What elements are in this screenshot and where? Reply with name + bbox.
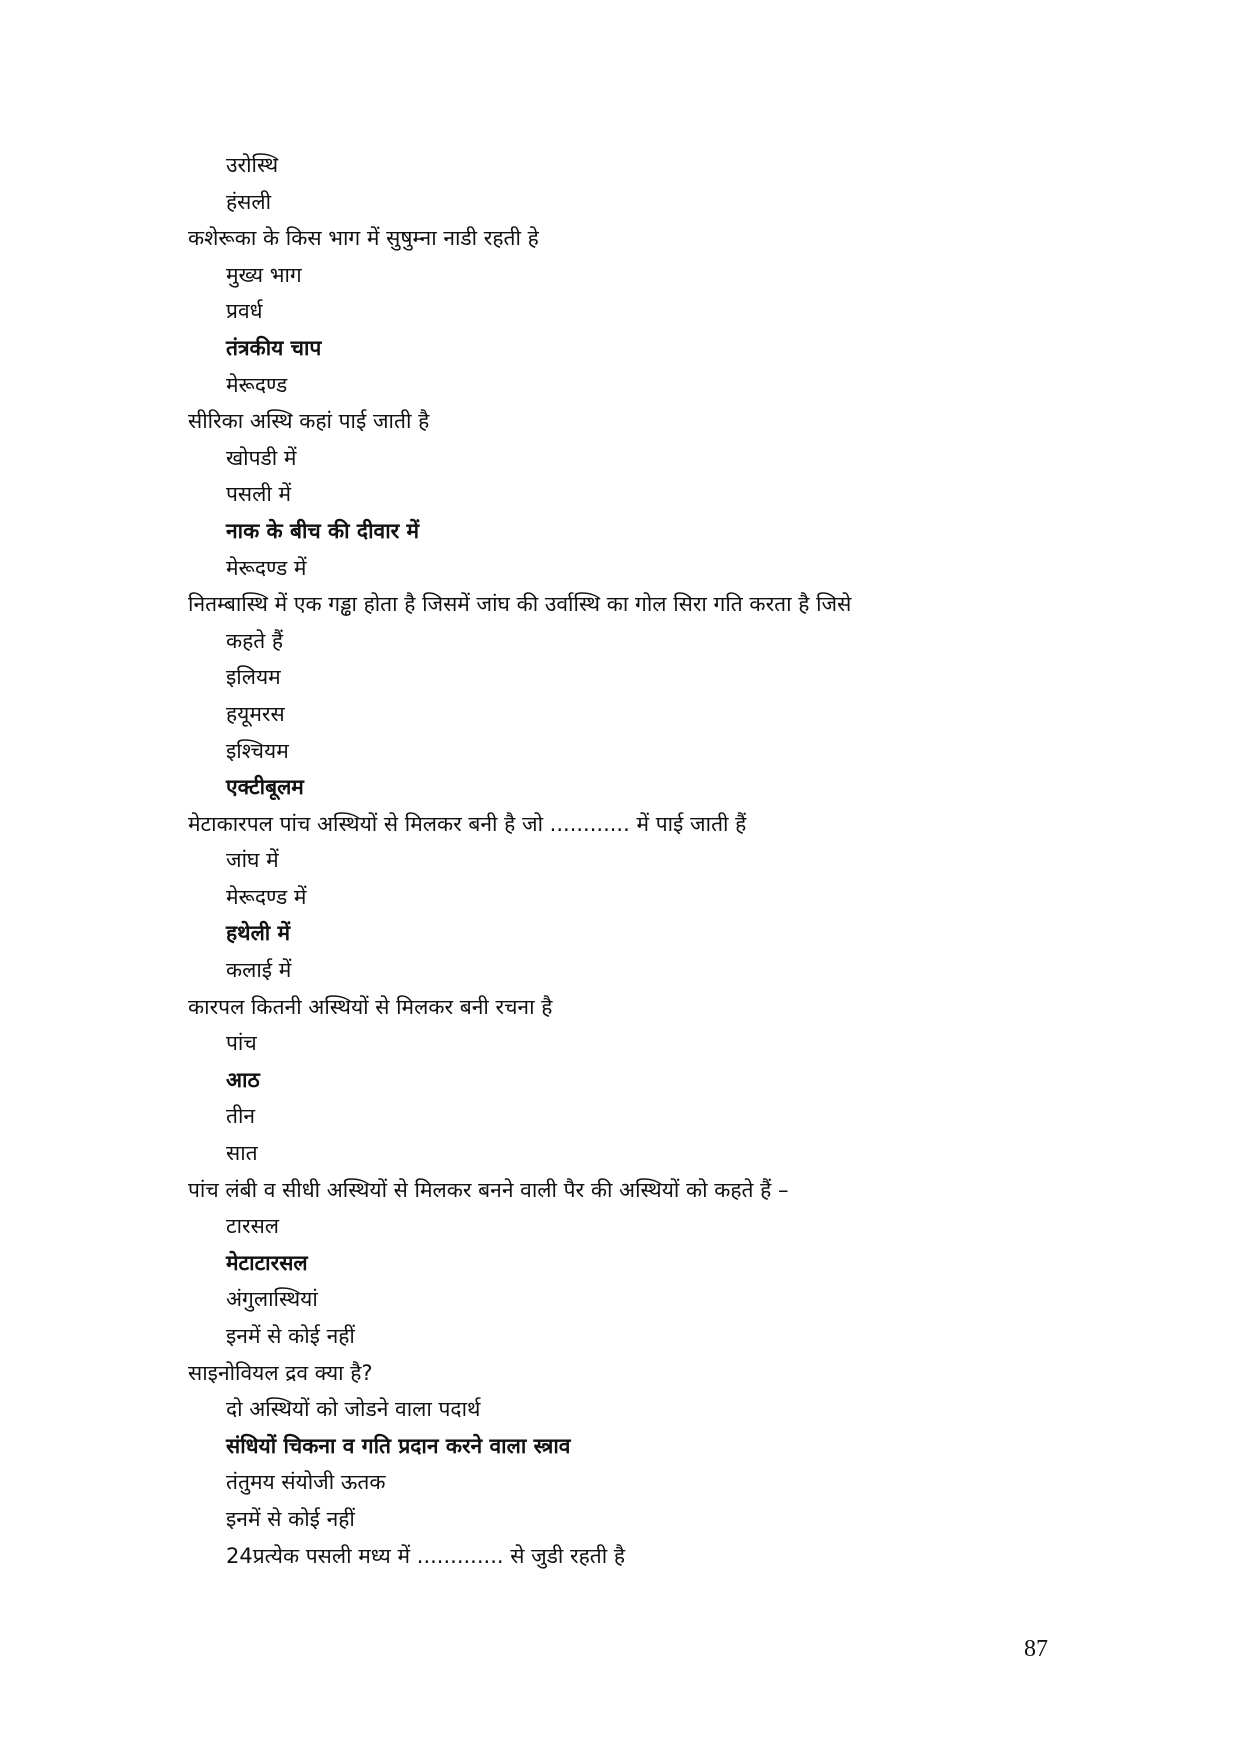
question-text: पांच लंबी व सीधी अस्थियों से मिलकर बनने वाली पैर की अस्थियों को कहते हैं – [188, 1177, 789, 1202]
correct-answer-option: तंत्रकीय चाप [226, 335, 322, 360]
answer-option: इलियम [226, 665, 281, 690]
answer-option: इनमें से कोई नहीं [226, 1324, 355, 1348]
answer-option: उरोस्थि [226, 153, 279, 177]
correct-answer-option: हथेली में [226, 921, 291, 946]
question-text: मेटाकारपल पांच अस्थियों से मिलकर बनी है जो ............ में पाई जाती हैं [188, 811, 747, 836]
answer-option: टारसल [226, 1214, 280, 1239]
question-text: कारपल कितनी अस्थियों से मिलकर बनी रचना है [188, 994, 553, 1019]
page-number: 87 [1024, 1636, 1048, 1662]
answer-option: सात [226, 1141, 258, 1166]
correct-answer-option: आठ [226, 1067, 260, 1092]
answer-option: खोपडी में [226, 445, 297, 470]
correct-answer-option: एक्टीबूलम [226, 775, 304, 800]
answer-option: हंसली [226, 189, 272, 214]
answer-option: पसली में [226, 482, 292, 507]
answer-option: 24प्रत्येक पसली मध्य में ............. से जुडी रहती है [226, 1543, 625, 1568]
answer-option: हयूमरस [226, 701, 285, 726]
question-text: नितम्बास्थि में एक गड्ढा होता है जिसमें जांघ की उर्वास्थि का गोल सिरा गति करता है जिसे [188, 592, 852, 617]
answer-option: इनमें से कोई नहीं [226, 1506, 355, 1531]
question-text: सीरिका अस्थि कहां पाई जाती है [188, 409, 430, 434]
answer-option: कलाई में [226, 958, 292, 983]
question-text: कशेरूका के किस भाग में सुषुम्ना नाडी रहती हे [188, 226, 539, 251]
answer-option: मेरूदण्ड में [226, 555, 307, 580]
correct-answer-option: संधियों चिकना व गति प्रदान करने वाला स्त्राव [226, 1433, 571, 1458]
answer-option: इश्चियम [226, 738, 289, 763]
answer-option: कहते हैं [226, 628, 284, 653]
answer-option: मुख्य भाग [226, 262, 302, 287]
answer-option: पांच [226, 1031, 257, 1056]
answer-option: मेरूदण्ड [226, 372, 288, 397]
question-list [188, 147, 1068, 1574]
answer-option: तीन [226, 1104, 256, 1129]
answer-option: जांघ में [226, 848, 279, 873]
answer-option: प्रवर्ध [226, 299, 263, 324]
answer-option: मेरूदण्ड में [226, 884, 307, 909]
correct-answer-option: नाक के बीच की दीवार में [226, 518, 420, 543]
answer-option: दो अस्थियों को जोडने वाला पदार्थ [226, 1397, 481, 1422]
question-text: साइनोवियल द्रव क्या है? [188, 1360, 373, 1385]
answer-option: तंतुमय संयोजी ऊतक [226, 1470, 386, 1495]
correct-answer-option: मेटाटारसल [226, 1250, 308, 1275]
answer-option: अंगुलास्थियां [226, 1287, 318, 1312]
